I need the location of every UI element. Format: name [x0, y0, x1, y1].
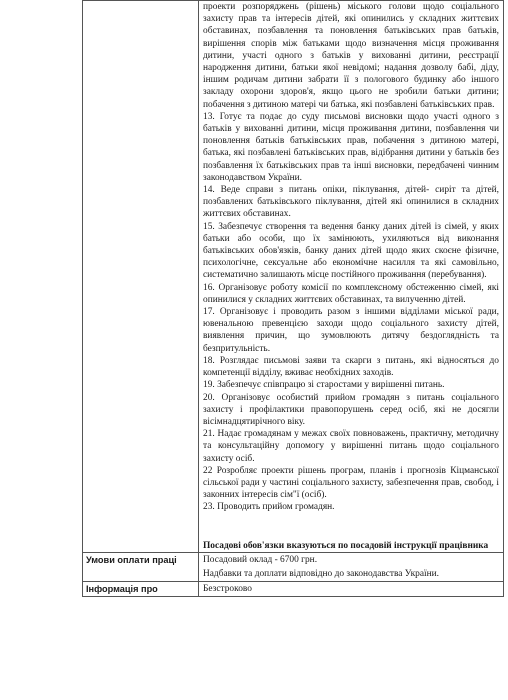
info-row [83, 581, 504, 596]
info-value: Безстроково [199, 581, 504, 596]
duty-17: 17. Організовує і проводить разом з іншими відділами міської ради, ювенальною превенцією заходи щодо соціального захисту дітей, виявлення причин, що зумовлюють дитячу бездоглядність та безпритульність. [203, 307, 499, 354]
info-label: Інформація про [83, 581, 199, 596]
salary-cell [199, 552, 504, 581]
duty-15: 15. Забезпечує створення та ведення банку даних дітей із сімей, у яких батьки або особи, що їх замінюють, ухиляються від виконання батьківських обов'язків, банку даних дітей щодо яких скоєне фізичне, психологічне, сексуальне або економічне насилля та які самовільно, систематично залишають місце постійного проживання (перебування). [203, 221, 499, 281]
duties-cell [199, 1, 504, 553]
duty-14: 14. Веде справи з питань опіки, піклування, дітей- сиріт та дітей, позбавлених батьківського піклування, дітей які опинилися в складних життєвих обставинах. [203, 185, 499, 220]
duties-note: Посадові обов'язки вказуються по посадовій інструкції працівника [203, 540, 489, 551]
duty-23: 23. Проводить прийом громадян. [203, 502, 335, 513]
duty-19: 19. Забезпечує співпрацю зі старостами у вирішенні питань. [203, 380, 445, 391]
duty-18: 18. Розглядає письмові заяви та скарги з питань, які відносяться до компетенції відділу, вживає необхідних заходів. [203, 355, 499, 379]
duty-16: 16. Організовує роботу комісії по комплексному обстеженню сімей, які опинилися у складних життєвих обставинах, та вилученню дітей. [203, 282, 499, 305]
vacancy-table [82, 0, 504, 597]
spacer [203, 514, 499, 540]
salary-bonuses: Надбавки та доплати відповідно до законодавства України. [203, 568, 440, 579]
duties-row [83, 1, 504, 553]
salary-base: Посадовий оклад - 6700 грн. [203, 554, 318, 565]
duty-20: 20. Організовує особистий прийом громадян з питань соціального захисту і профілактики правопорушень серед осіб, які не досягли вісімнадцятирічного віку. [203, 392, 499, 427]
salary-row [83, 552, 504, 581]
salary-label: Умови оплати праці [83, 552, 199, 581]
duty-21: 21. Надає громадянам у межах своїх повноважень, практичну, методичну та консультаційну допомогу у вирішенні питань щодо соціального захисту осіб. [203, 429, 499, 464]
duties-label-cell [83, 1, 199, 553]
duty-13: 13. Готує та подає до суду письмові висновки щодо участі одного з батьків у вихованні дитини, місця проживання дитини, позбавлення чи поновлення батьків батьківських прав, побачення з дитиною матері, батька, які позбавлені батьківських прав, відібрання дитини у батьків без позбавлення їх батьківських прав та інші висновки, передбачені чинним законодавством України. [203, 111, 499, 183]
duty-12-continued: проекти розпоряджень (рішень) міського голови щодо соціального захисту прав та інтересів дітей, які опинились у складних життєвих обставинах, позбавлення та поновлення батьківських прав батьків, вирішення спорів між батьками щодо визначення місця проживання дитини, участі одного з батьків у вихованні дитини, реєстрації народження дитини, батьки якої невідомі; надання дозволу бабі, діду, іншим родичам дитини забрати її з пологового будинку або іншого закладу охорони здоров'я, якщо цього не зробили батьки дитини; побачення з дитиною матері чи батька, які позбавлені батьківських прав. [203, 2, 499, 110]
duty-22: 22 Розробляє проекти рішень програм, планів і прогнозів Кіцманської сільської ради у частині соціального захисту, забезпечення прав, свобод, і законних інтересів сім"ї (осіб). [203, 465, 499, 501]
